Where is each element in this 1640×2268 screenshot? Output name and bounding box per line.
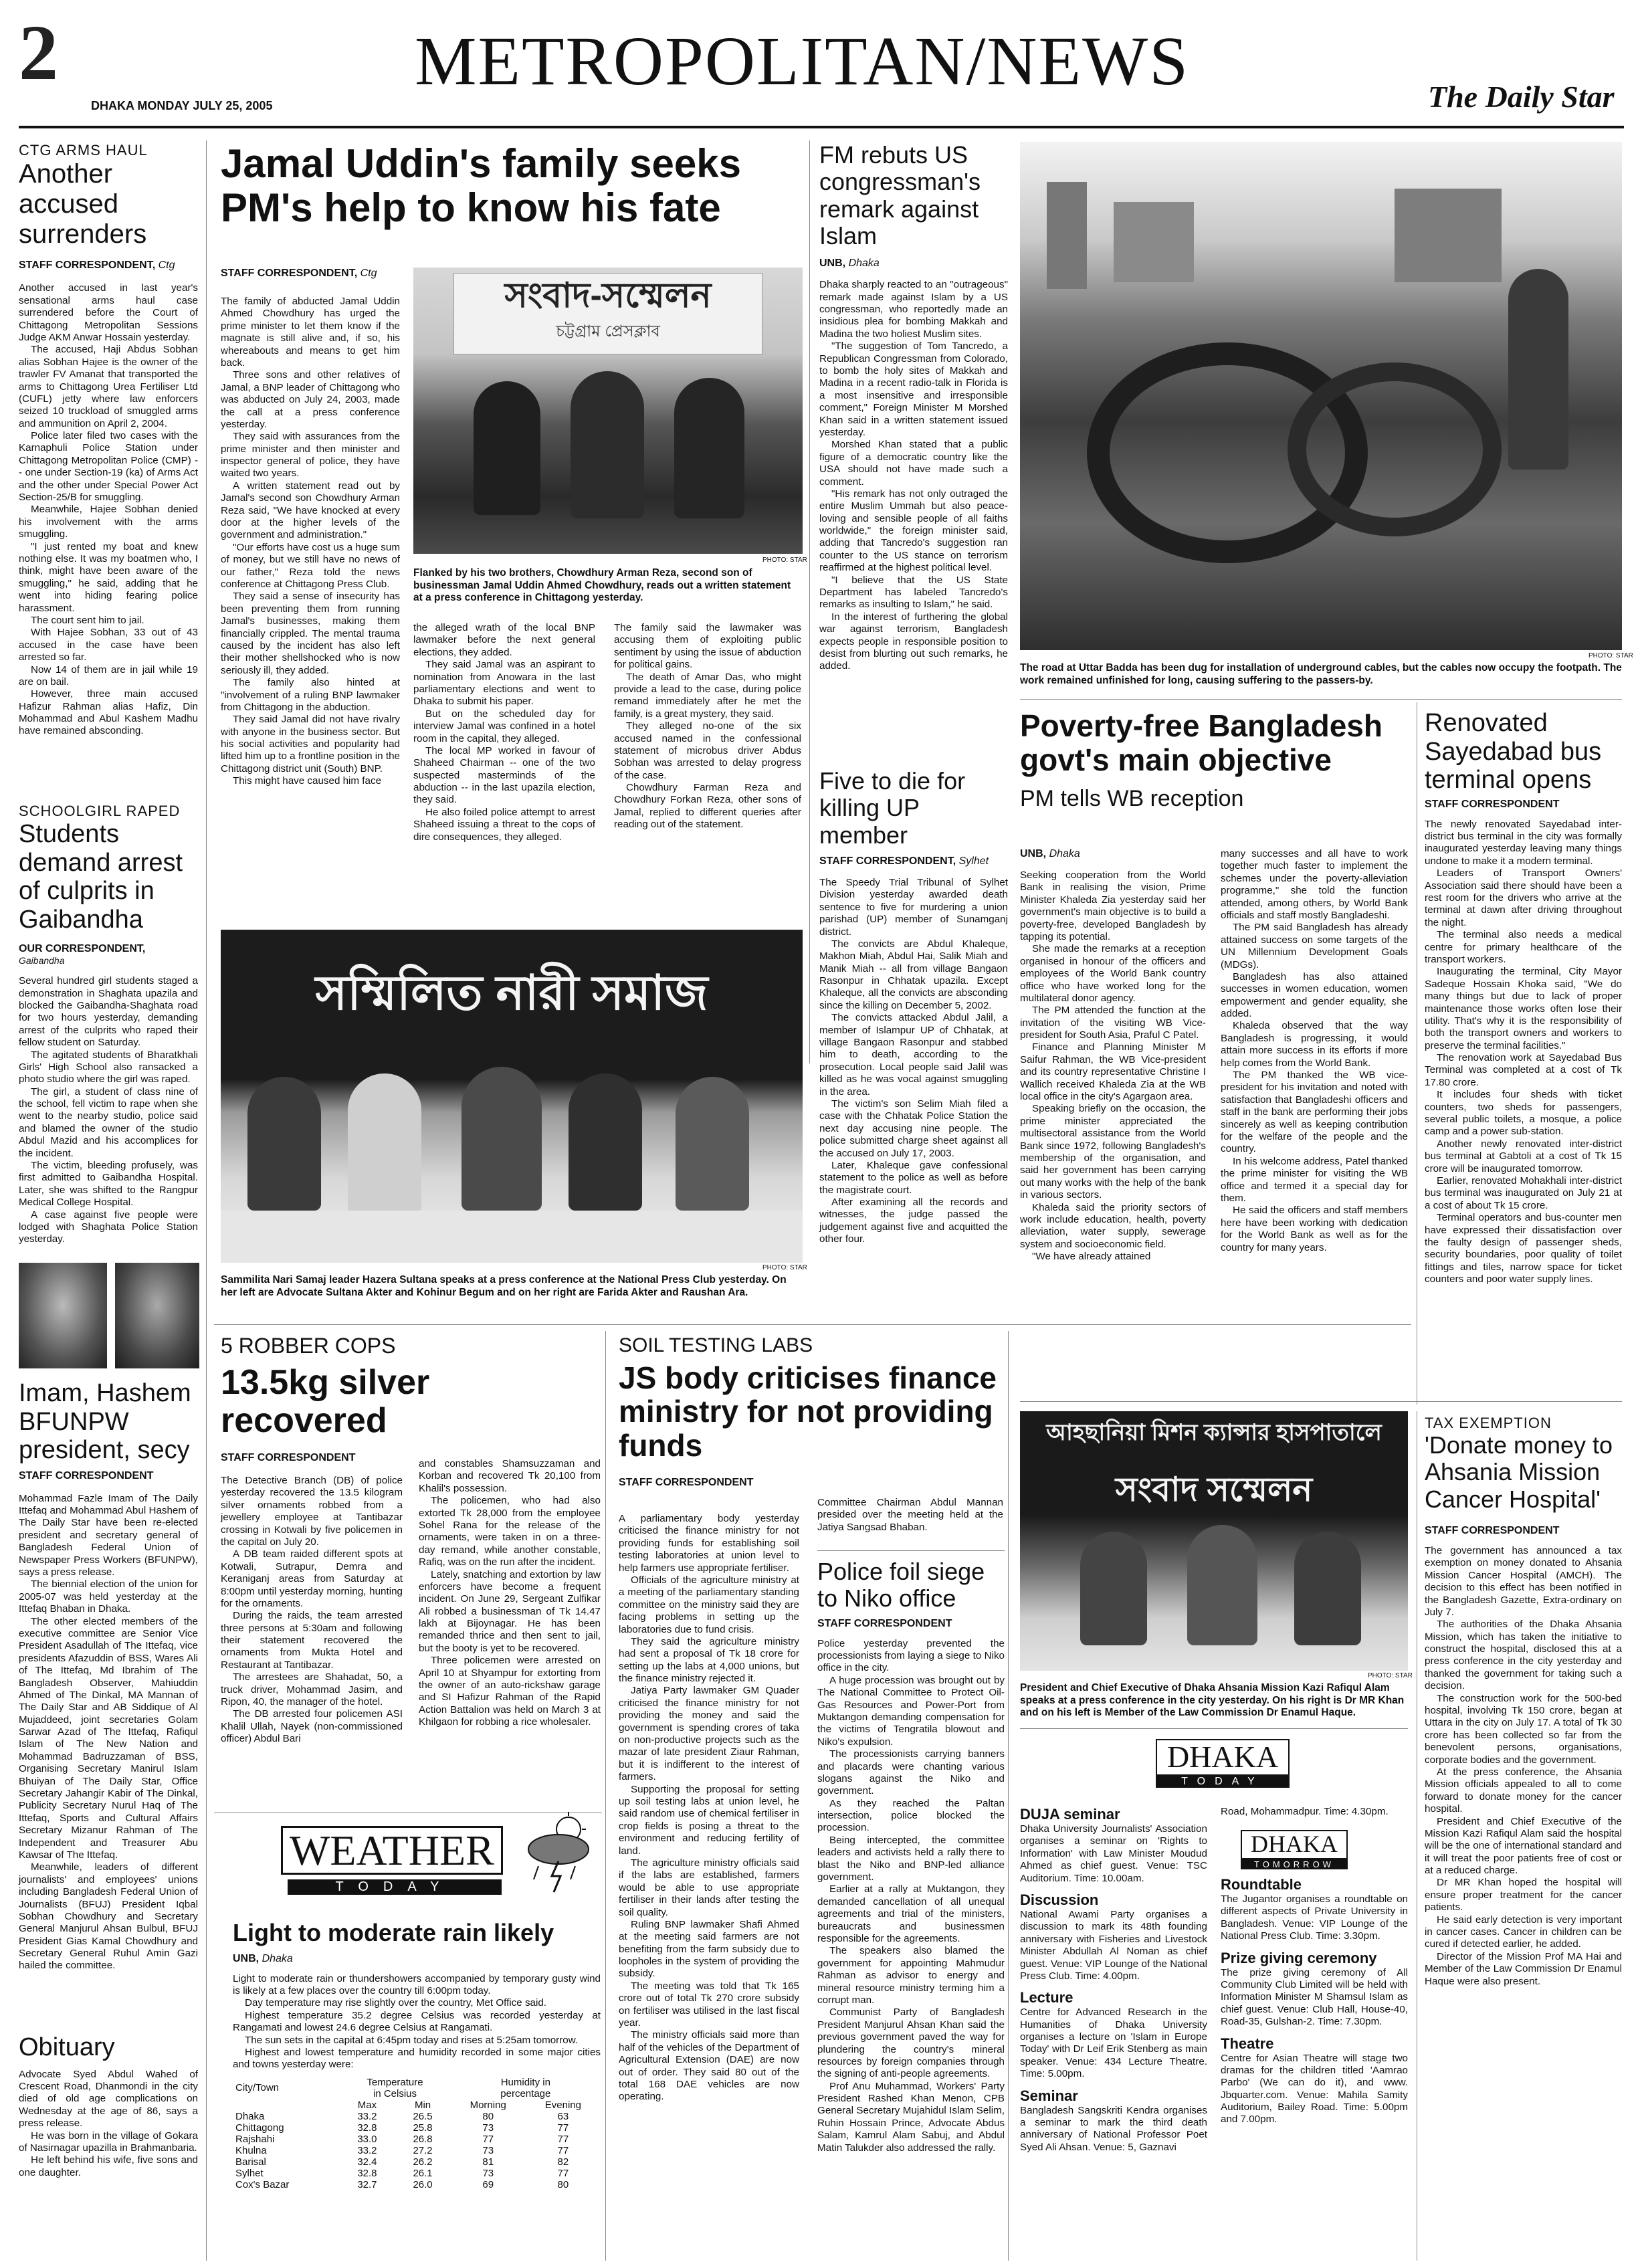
dhaka-today-col1	[1020, 1806, 1207, 2154]
column-header: City/Town	[235, 2082, 280, 2094]
cables-photo	[1020, 142, 1622, 650]
kicker: 5 ROBBER COPS	[221, 1334, 396, 1358]
headline: 13.5kg silver recovered	[221, 1362, 430, 1441]
weather-logo	[281, 1819, 508, 1906]
event-title: Roundtable	[1221, 1875, 1302, 1893]
dhaka-tomorrow-logo-sub: TOMORROW	[1241, 1859, 1348, 1869]
kicker: SOIL TESTING LABS	[619, 1334, 813, 1356]
article-body: The newly renovated Sayedabad inter-district bus terminal in the city was formally inaugurated yesterday leaving many things undone to make it a modern terminal. Leaders of Transport Owners' Association said there should have been a rest room for the drivers who arrive at the terminal at dawn after driving throughout the night. The terminal also needs a medical centre for primary healthcare of the transport workers. Inaugurating the terminal, City Mayor Sadeque Hossain Khoka said, "We do many things but due to lack of proper maintenance those works often lose their utility. That's why it is the responsibility of both the transport owners and workers to preserve the terminal facilities." The renovation work at Sayedabad Bus Terminal was completed at a cost of Tk 17.80 crore. It includes four sheds with ticket counters, two sheds for passengers, several public toilets, a mosque, a police camp and a power sub-station. Another newly renovated inter-district bus terminal at Gabtoli at a cost of Tk 15 crore will be inaugurated tomorrow. Earlier, renovated Mohakhali inter-district bus terminal was inaugurated on July 21 at a cost of about Tk 15 crore. Terminal operators and bus-counter men have expressed their dissatisfaction over the faulty design of passenger sheds, security boundaries, poor quality of toilet fittings and tiles, narrow space for ticket counters and poor water supply lines.	[1425, 818, 1622, 1285]
niko-article	[817, 1558, 1005, 2154]
nari-samaj-photo	[221, 930, 803, 1263]
article-body: Police yesterday prevented the processionists from laying a siege to Niko office in the city. A huge procession was brought out by The National Committee to Protect Oil-Gas Resources and Power-Port from Muktangon demanding compensation for the victims of Tengratila blowout and Niko's expulsion. The processionists carrying banners and placards were chanting various slogans against the Niko and government. As they reached the Paltan intersection, police blocked the procession. Being intercepted, the committee leaders and activists held a rally there to blast the Niko and BNP-led alliance government. Earlier at a rally at Muktangon, they demanded cancellation of all unequal agreements and trial of the ministers, bureaucrats and businessmen responsible for the agreements. The speakers also blamed the government for appointing Mahmudur Rahman as advisor to energy and mineral resource ministry terming him a corrupt man. Communist Party of Bangladesh President Manjurul Ahsan Khan said the previous government paved the way for plundering the country's mineral resources by foreign companies through the signing of anti-people agreements. Prof Anu Muhammad, Workers' Party President Rashed Khan Menon, CPB General Secretary Mujahidul Islam Selim, Ruhin Hossain Prince, Advocate Abdus Salam, Kamrul Alam Sabuj, and Abdul Matin Talukder also addressed the rally.	[817, 1637, 1005, 2154]
photo-credit: PHOTO: STAR	[762, 556, 807, 564]
byline: UNB, Dhaka	[819, 257, 880, 270]
article-body: Mohammad Fazle Imam of The Daily Ittefaq and Mohammad Abul Hashem of The Daily Star have been re-elected president and secretary general of Bangladesh Federal Union of Newspaper Press Workers (BFUNPW), says a press release. The biennial election of the union for 2005-07 was held yesterday at the Ittefaq Bhaban in Dhaka. The other elected members of the executive committee are Senior Vice President Asadullah of The Ittefaq, vice presidents Afazuddin of BSS, Wares Ali of The Ittefaq, Md Ibrahim of The Bangladesh Observer, Mahiuddin Ahmed of The Dinkal, MA Mannan of The Daily Star and AB Siddique of Al Mujaddeed, joint secretaries Golam Sarwar Azad of The Ittefaq, Rafiqul Islam of The New Nation and Mohammad Badruzzaman of BSS, Organising Secretary Manirul Islam Bhuiyan of The Daily Star, Office Secretary Jahangir Kabir of The Dinkal, Publicity Secretary Nurul Haq of The Ittefaq, Sports and Cultural Affairs Secretary Mizanur Rahman of The Independent and Treasurer Abu Kawsar of The Ittefaq. Meanwhile, leaders of different journalists' and employees' unions including Bangladesh Federal Union of Journalists (BFUJ) President Iqbal Sobhan Chowdhury and Secretary General Manjurul Ahsan Bulbul, BFUJ President Gias Kamal Chowdhury and Secretary General Ruhul Amin Gazi hailed the committee.	[19, 1492, 198, 1972]
event-text: Dhaka University Journalists' Association organises a seminar on 'Rights to Information' with Law Minister Moudud Ahmed as chief guest. Venue: TSC Auditorium. Time: 10.00am.	[1020, 1823, 1207, 1884]
silver-col2: and constables Shamsuzzaman and Korban and recovered Tk 20,100 from Khalil's possession. The policemen, who had also extorted Tk 28,000 from the employee Sohel Rana for the release of the ornaments, were taken in on a three-day remand, while another constable, Rafiq, was on the run after the incident. Lately, snatching and extortion by law enforcers have become a frequent incident. On June 29, Sergeant Zulfikar Ali robbed a businessman of Tk 14.47 lakh at Bijoynagar. He has been remanded thrice and then sent to jail, but the booty is yet to be recovered. Three policemen were arrested on April 10 at Shyampur for extorting from the owner of an auto-rickshaw garage and SI Hafizur Rahman of the Rapid Action Battalion was held on March 3 at Khilgaon for robbing a rice wholesaler.	[419, 1458, 601, 1728]
photo-banner: সংবাদ-সম্মেলন চট্টগ্রাম প্রেসক্লাব	[453, 273, 762, 354]
lightning-icon	[552, 1861, 560, 1892]
dhaka-tomorrow-logo	[1241, 1830, 1348, 1869]
article-body: Several hundred girl students staged a demonstration in Shaghata upazila and blocked the Gaibandha-Shaghata road for two hours yesterday, demanding arrest of the culprits who raped their fellow student on Saturday. The agitated students of Bharatkhali Girls' High School also ransacked a photo studio where the girl was raped. The girl, a student of class nine of the school, fell victim to rape when she went to the nearby studio, police said and blamed the owner of the studio Abdul Mazid and his accomplices for the incident. The victim, bleeding profusely, was first admitted to Gaibandha Hospital. Later, she was shifted to the Rangpur Medical College Hospital. A case against five people were lodged with Shaghata Police Station yesterday.	[19, 975, 198, 1245]
headline: Five to die for killing UP member	[819, 767, 966, 849]
headline: Jamal Uddin's family seeks PM's help to know his fate	[221, 141, 741, 230]
portrait-photo-hashem	[115, 1263, 199, 1368]
headline: Poverty-free Bangladesh govt's main objective	[1020, 708, 1382, 777]
paper-logo: The Daily Star	[1428, 80, 1615, 114]
byline: UNB, Dhaka	[1020, 848, 1080, 859]
event-text: Road, Mohammadpur. Time: 4.30pm.	[1221, 1806, 1389, 1817]
photo-credit: PHOTO: STAR	[762, 1264, 807, 1271]
article-body: The government has announced a tax exemption on money donated to Ahsania Mission Cancer Hospital (AMCH). The decision to this effect has been notified in the Bangladesh Gazette, Extra-ordinary on July 7. The authorities of the Dhaka Ahsania Mission, which has taken the initiative to construct the hospital, disclosed this at a press conference in the city yesterday and thanked the government for taking such a decision. The construction work for the 500-bed hospital, involving Tk 150 crore, began at Uttara in the city on July 17. A total of Tk 30 crore has been collected so far from the benevolent persons, organisations, corporate bodies and the government. At the press conference, the Ahsania Mission officials appealed to all to come forward to donate money for the cancer hospital. President and Chief Executive of the Mission Kazi Rafiqul Alam said the hospital will be the one of international standard and it will treat the poor patients free of cost or at a reduced charge. Dr MR Khan hoped the hospital will ensure proper treatment for the cancer patients. He said early detection is very important in cancer cases. Cancer in children can be cured if detected earlier, he added. Director of the Mission Prof MA Hai and Member of the Law Commission Dr Enamul Haque were also present.	[1425, 1544, 1622, 1987]
article-body: The Speedy Trial Tribunal of Sylhet Division yesterday awarded death sentence to five for murdering a union parishad (UP) member of Sunamganj district. The convicts are Abdul Khaleque, Makhon Miah, Abdul Hai, Salik Miah and Manik Miah -- all from village Bangaon Rasonpur in Chhatak upazila. Except Khaleque, all the convicts are absconding since the killing on December 5, 2002. The convicts attacked Abdul Jalil, a member of Islampur UP of Chhatak, at village Bangaon Rasonpur and stabbed him to death, according to the prosecution. Local people said Jalil was killed as he was vocal against smuggling in the area. The victim's son Selim Miah filed a case with the Chhatak Police Station the next day accusing nine people. The police submitted charge sheet against all the accused on July 17, 2003. Later, Khaleque gave confessional statement to the police as well as before the magistrate court. After examining all the records and witnesses, the judge passed the judgement against five and acquitted the other four.	[819, 876, 1008, 1245]
event-title: DUJA seminar	[1020, 1806, 1120, 1823]
five-to-die-article	[819, 768, 1008, 1246]
byline: STAFF CORRESPONDENT	[1425, 1524, 1560, 1536]
js-finance-col1: A parliamentary body yesterday criticised the finance ministry for not providing funds for establishing soil testing laboratories at union level to help farmers use appropriate fertiliser. Officials of the agriculture ministry at a meeting of the parliamentary standing committee on the ministry said they are facing problems in setting up the laboratories due to fund crisis. They said the agriculture ministry had sent a proposal of Tk 18 crore for setting up the labs at 4,000 unions, but the finance ministry rejected it. Jatiya Party lawmaker GM Quader criticised the finance ministry for not providing the money and said the government is spending crores of taka on non-productive projects such as the mazar of late president Ziaur Rahman, but it is indifferent to the interest of farmers. Supporting the proposal for setting up soil testing labs at union level, he said random use of chemical fertiliser in crop fields is posing a threat to the environment and reducing fertility of land. The agriculture ministry officials said if the labs are established, farmers would be able to use appropriate fertiliser in their lands after testing the soil quality. Ruling BNP lawmaker Shafi Ahmed at the meeting said farmers are not benefiting from the farm subsidy due to loopholes in the system of providing the subsidy. The meeting was told that Tk 165 crore out of total Tk 270 crore subsidy on fertiliser was utilised in the last fiscal year. The ministry officials said more than half of the vehicles of the Department of Agricultural Extension (DAE) are now out of order. They said 80 out of the total 168 DAE vehicles are now operating.	[619, 1513, 799, 2103]
article-body: Another accused in last year's sensational arms haul case surrendered before the Court of Chittagong Metropolitan Sessions Judge AKM Anwar Hossain yesterday. The accused, Haji Abdus Sobhan alias Sobhan Hajee is the owner of the trawler FV Amanat that transported the arms to Chittagong Urea Fertiliser Ltd (CUFL) jetty where law enforcers seized 10 truckload of smuggled arms and ammunition on April 2, 2004. Police later filed two cases with the Karnaphuli Police Station under Chittagong Metropolitan Police (CMP) -- one under Section-19 (ka) of Arms Act and the other under Special Power Act Section-25/B for smuggling. Meanwhile, Hajee Sobhan denied his involvement with the arms smuggling. "I just rented my boat and knew nothing else. It was my boatmen who, I think, might have been aware of the smuggling," he said, adding that he went into hiding fearing police harassment. The court sent him to jail. With Hajee Sobhan, 33 out of 43 accused in the case have been arrested so far. Now 14 of them are in jail while 19 are on bail. However, three main accused Hafizur Rahman alias Hafiz, Din Mohammad and Abul Kashem Madhu have remained absconding.	[19, 282, 198, 737]
event-title: Lecture	[1020, 1989, 1073, 2006]
photo-banner: সম্মিলিত নারী সমাজ	[315, 966, 708, 1020]
byline: STAFF CORRESPONDENT, Ctg	[19, 260, 175, 272]
photo-banner: সংবাদ সম্মেলন	[1115, 1471, 1313, 1508]
byline: STAFF CORRESPONDENT	[19, 1469, 154, 1481]
column-rule	[1008, 1331, 1009, 2261]
event-title: Theatre	[1221, 2035, 1274, 2052]
jamal-col2: the alleged wrath of the local BNP lawmaker before the next general elections, they added. They said Jamal was an aspirant to nomination from Anowara in the last parliamentary elections and went to Dhaka to submit his paper. But on the scheduled day for interview Jamal was confined in a hotel room in the capital, they alleged. The local MP worked in favour of Shaheed Chairman -- one of the two suspected masterminds of the abduction -- in the last upazila election, they said. He also foiled police attempt to arrest Shaheed issuing a threat to the cops of dire consequences, they alleged.	[413, 622, 595, 843]
event-text: The prize giving ceremony of All Community Club Limited will be held with Information Minister M Shamsul Islam as chief guest. Venue: Club Hall, House-40, Road-35, Gulshan-2. Time: 7.30pm.	[1221, 1966, 1408, 2028]
table-row: Chittagong 32.8 25.8 73 77	[235, 2122, 569, 2134]
fm-rebuts-article	[819, 142, 1008, 673]
headline: FM rebuts US congressman's remark against Islam	[819, 141, 981, 249]
table-row: Sylhet 32.8 26.1 73 77	[235, 2167, 569, 2179]
kicker: SCHOOLGIRL RAPED	[19, 803, 181, 819]
byline: STAFF CORRESPONDENT	[817, 1617, 952, 1629]
weather-logo-title: WEATHER	[281, 1826, 503, 1875]
jamal-col1: The family of abducted Jamal Uddin Ahmed Chowdhury has urged the prime minister to let them know if the magnate is still alive and, if so, his whereabouts and means to get him back. Three sons and other relatives of Jamal, a BNP leader of Chittagong who was abducted on July 24, 2003, made the call at a press conference yesterday. They said with assurances from the prime minister and then minister and inspector general of police, they have waited two years. A written statement read out by Jamal's second son Chowdhury Arman Reza said, "We have knocked at every door at the higher levels of the government and administration." "Our efforts have cost us a huge sum of money, but we still have no news of our father," Reza told the news conference at Chittagong Press Club. They said a sense of insecurity has been preventing them from running Jamal's businesses, making them financially crippled. The mental trauma caused by the incident has also left their mother shellshocked who is now seriously ill, they added. The family also hinted at "involvement of a ruling BNP lawmaker from Chittagong in the abduction. They said Jamal did not have rivalry with anyone in the business sector. But his social activities and popularity had lifted him up to a frontline position in the Chittagong district unit (South) BNP. This might have caused him face	[221, 296, 400, 787]
article-body: Advocate Syed Abdul Wahed of Crescent Road, Dhanmondi in the city died of old age complications on Wednesday at the age of 86, says a press release. He was born in the village of Gokara of Nasirnagar upazilla in Brahmanbaria. He left behind his wife, five sons and one daughter.	[19, 2068, 198, 2178]
section-rule	[1020, 1728, 1408, 1729]
column-rule	[809, 140, 810, 1063]
event-text: Centre for Advanced Research in the Humanities of Dhaka University organises a lecture on 'Islam in Europe Today' with Dr Leif Erik Stenberg as main speaker. Venue: 434 Lecture Theatre. Time: 5.00pm.	[1020, 2006, 1207, 2080]
portrait-photo-imam	[19, 1263, 107, 1368]
headline: Obituary	[19, 2033, 115, 2061]
byline: STAFF CORRESPONDENT	[221, 1452, 356, 1464]
photo-caption: Sammilita Nari Samaj leader Hazera Sultana speaks at a press conference at the National Press Club yesterday. On her left are Advocate Sultana Akter and Kohinur Begum and on her right are Farida Akter and Raushan Ara.	[221, 1274, 787, 1298]
headline: JS body criticises finance ministry for not providing funds	[619, 1360, 997, 1463]
byline: OUR CORRESPONDENT,	[19, 943, 146, 955]
section-title: METROPOLITAN/NEWS	[415, 23, 1190, 100]
masthead-rule	[19, 126, 1624, 128]
column-header: Temperature in Celsius	[367, 2076, 423, 2099]
jamal-press-photo	[413, 268, 803, 554]
byline: STAFF CORRESPONDENT, Sylhet	[819, 855, 989, 867]
column-header: Evening	[544, 2099, 581, 2111]
dhaka-tomorrow-logo-title: DHAKA	[1241, 1830, 1348, 1859]
poverty-col2: many successes and all have to work together much faster to implement the schemes under the poverty-alleviation programme," she told the function attended, among others, by World Bank officials and staff mostly Bangladeshi. The PM said Bangladesh has already attained success on some targets of the UN Millennium Development Goals (MDGs). Bangladesh has also attained successes in women education, women empowerment and gender equality, she added. Khaleda observed that the way Bangladesh is progressing, it would attain more success in its efforts if more help comes from the World Bank. The PM thanked the WB vice-president for his invitation and noted with satisfaction that Bangladeshi officers and staff in the bank are performing their jobs sincerely as well as keeping contribution for the welfare of the people and the country. In his welcome address, Patel thanked the prime minister for visiting the WB office and termed it a special day for them. He said the officers and staff members here have been working with dedication for the World Bank as well as for the country for many years.	[1221, 848, 1408, 1253]
gaibandha-article	[19, 803, 198, 1246]
event-title: Discussion	[1020, 1891, 1099, 1908]
obituary-article	[19, 2033, 198, 2179]
byline-place: Gaibandha	[19, 955, 65, 966]
bfunpw-article	[19, 1379, 198, 1972]
byline: STAFF CORRESPONDENT	[1425, 798, 1560, 810]
event-title: Seminar	[1020, 2087, 1078, 2104]
column-header: Humidity in percentage	[500, 2076, 551, 2099]
weather-logo-sub: TODAY	[288, 1879, 502, 1895]
photo-caption: President and Chief Executive of Dhaka Ahsania Mission Kazi Rafiqul Alam speaks at a press conference in the city yesterday. On his right is Dr MR Khan and on his left is Member of the Law Commission Dr Enamul Haque.	[1020, 1682, 1405, 1719]
page-number: 2	[19, 9, 58, 96]
dateline: DHAKA MONDAY JULY 25, 2005	[91, 99, 273, 112]
silver-article	[221, 1334, 601, 1464]
jamal-article	[221, 142, 803, 230]
headline: Imam, Hashem BFUNPW president, secy	[19, 1379, 191, 1465]
byline: STAFF CORRESPONDENT	[619, 1477, 754, 1489]
event-text: National Awami Party organises a discussion to mark its 48th founding anniversary with Fisheries and Livestock Minister Abdullah Al Noman as chief guest. Venue: VIP Lounge of the National Press Club. Time: 4.00pm.	[1020, 1908, 1207, 1982]
table-row: Cox's Bazar 32.7 26.0 69 80	[235, 2178, 569, 2190]
headline: Light to moderate rain likely	[233, 1919, 554, 1946]
headline: Students demand arrest of culprits in Gaibandha	[19, 820, 183, 934]
kicker: CTG ARMS HAUL	[19, 142, 148, 159]
table-row: Barisal 32.4 26.2 81 82	[235, 2156, 569, 2168]
event-text: Centre for Asian Theatre will stage two dramas for the children titled 'Aamrao Parbo' (We can do it), and www. Jbquarter.com. Venue: Mahila Samity Auditorium, Bailey Road. Time: 5.00pm and 7.00pm.	[1221, 2052, 1408, 2126]
column-rule	[605, 1331, 606, 2261]
dhaka-today-logo-title: DHAKA	[1156, 1739, 1290, 1776]
rain-cloud-icon	[522, 1809, 602, 1896]
photo-caption: The road at Uttar Badda has been dug for installation of underground cables, but the cables now occupy the footpath. The work remained unfinished for long, causing suffering to the passers-by.	[1020, 662, 1622, 686]
table-row: Dhaka 33.2 26.5 80 63	[235, 2110, 569, 2122]
subhead: PM tells WB reception	[1020, 786, 1244, 812]
headline: Another accused surrenders	[19, 159, 147, 249]
event-text: The Jugantor organises a roundtable on different aspects of Private University in Bangladesh. Venue: VIP Lounge of the National Press Club. Time: 3.30pm.	[1221, 1893, 1408, 1942]
event-text: Bangladesh Sangskriti Kendra organises a seminar to mark the third death anniversary of National Professor Poet Syed Ali Ahsan. Venue: 5, Gaznavi	[1020, 2104, 1207, 2153]
section-rule	[1020, 699, 1622, 700]
ctg-arms-article	[19, 142, 198, 738]
photo-credit: PHOTO: STAR	[1588, 652, 1633, 659]
headline: Renovated Sayedabad bus terminal opens	[1425, 709, 1602, 795]
dhaka-today-logo	[1156, 1739, 1290, 1788]
js-finance-col2: Committee Chairman Abdul Mannan presided over the meeting held at the Jatiya Sangsad Bhaban.	[817, 1497, 1003, 1533]
photo-credit: PHOTO: STAR	[1368, 1672, 1413, 1679]
ahsania-press-photo	[1020, 1411, 1408, 1671]
column-rule	[206, 140, 207, 2261]
poverty-col1: Seeking cooperation from the World Bank in realising the vision, Prime Minister Khaleda Zia yesterday said her government's main objective is to build a poverty-free, developed Bangladesh by tapping its potential. She made the remarks at a reception organised in honour of the officers and employees of the World Bank country office who have worked long for the multilateral donor agency. The PM attended the function at the invitation of the visiting WB Vice-president for South Asia, Praful C Patel. Finance and Planning Minister M Saifur Rahman, the WB Vice-president and its country representative Christine I Wallich received Khaleda Zia at the WB local office in the city's Agargaon area. Speaking briefly on the occasion, the prime minister appreciated the multisectoral assistance from the World Bank since 1972, following Bangladesh's membership of the organisation, and said her government has been carrying out many works with the help of the bank in various sectors. Khaleda said the priority sectors of work include education, health, poverty alleviation, water supply, sewerage system and socioeconomic field. "We have already attained	[1020, 869, 1206, 1263]
sayedabad-article	[1425, 709, 1622, 1285]
table-row: Khulna 33.2 27.2 73 77	[235, 2144, 569, 2156]
ahsania-article	[1425, 1415, 1622, 1988]
silver-col1: The Detective Branch (DB) of police yesterday recovered the 13.5 kilogram silver ornaments robbed from a jewellery employee at Tantibazar crossing in Kotwali by five policemen in the capital on July 20. A DB team raided different spots at Kotwali, Sutrapur, Demra and Keraniganj areas from Saturday at 8:00pm until yesterday morning, hunting for the ornaments. During the raids, the team arrested three persons at 5:30am and following their statement recovered the ornaments from Mukta Hotel and Restaurant at Tantibazar. The arrestees are Shahadat, 50, a truck driver, Mohammad Jasim, and Ripon, 40, the manager of the hotel. The DB arrested four policemen ASI Khalil Ullah, Nayek (non-commissioned officer) Abdul Bari	[221, 1475, 403, 1745]
section-rule	[817, 1550, 1005, 1551]
headline: Police foil siege to Niko office	[817, 1558, 985, 1613]
dhaka-today-logo-sub: TODAY	[1156, 1776, 1290, 1788]
column-header: Min	[414, 2099, 431, 2111]
table-row: Rajshahi 33.0 26.8 77 77	[235, 2133, 569, 2145]
photo-banner: আহছানিয়া মিশন ক্যান্সার হাসপাতালে	[1046, 1420, 1382, 1445]
jamal-col3: The family said the lawmaker was accusing them of exploiting public sentiment by using the issue of abduction for political gains. The death of Amar Das, who might provide a lead to the case, during police remand immediately after he met the family, is a great mystery, they said. They alleged no-one of the six accused named in the confessional statement of microbus driver Abdus Sobhan was arrested to delay progress of the case. Chowdhury Farman Reza and Chowdhury Forkan Reza, other sons of Jamal, replied to different queries after reading out of the statement.	[614, 622, 801, 831]
article-body: Dhaka sharply reacted to an "outrageous" remark made against Islam by a US congressman, who reportedly made an insidious plea for bombing Makkah and Madina the two holiest Muslim sites. "The suggestion of Tom Tancredo, a Republican Congressman from Colorado, to bomb the holy sites of Makkah and Madina in a recent radio-talk in Florida is a most insensitive and irresponsible comment," Foreign Minister M Morshed Khan said in a written statement issued yesterday. Morshed Khan stated that a public figure of a democratic country like the USA should not have made such a comment. "His remark has not only outraged the entire Muslim Ummah but also peace-loving and sensible people of all faiths worldwide," the foreign minister said, adding that Tancredo's suggestion ran counter to the US stance on terrorism reaffirmed at the highest political level. "I believe that the US State Department has labeled Tancredo's remarks as insulting to Islam," he said. In the interest of furthering the global war against terrorism, Bangladesh expects people in responsible position to desist from blurting out such remarks, he added.	[819, 279, 1008, 672]
photo-caption: Flanked by his two brothers, Chowdhury Arman Reza, second son of businessman Jamal Uddin Ahmed Chowdhury, reads out a written statement at a press conference in Chittagong yesterday.	[413, 567, 791, 604]
poverty-article	[1020, 709, 1408, 811]
dhaka-today-col2	[1221, 1806, 1408, 2126]
byline: STAFF CORRESPONDENT, Ctg	[221, 268, 377, 279]
byline: UNB, Dhaka	[233, 1952, 293, 1964]
column-header: Morning	[470, 2099, 506, 2111]
article-body: Light to moderate rain or thundershowers accompanied by temporary gusty wind is likely at a few places over the country till 6:00pm today. Day temperature may rise slightly over the country, Met Office said. Highest temperature 35.2 degree Celsius was recorded yesterday at Rangamati and lowest 24.6 degree Celsius at Rangamati. The sun sets in the capital at 6:45pm today and rises at 5:25am tomorrow. Highest and lowest temperature and humidity recorded in some major cities and towns yesterday were:	[233, 1972, 601, 2071]
headline: 'Donate money to Ahsania Mission Cancer Hospital'	[1425, 1431, 1613, 1513]
section-rule	[214, 1324, 1411, 1325]
kicker: TAX EXEMPTION	[1425, 1415, 1552, 1431]
event-title: Prize giving ceremony	[1221, 1949, 1377, 1966]
column-header: Max	[357, 2099, 377, 2111]
section-rule	[1020, 1401, 1622, 1402]
js-finance-article	[619, 1334, 1005, 1489]
weather-article	[233, 1920, 601, 2190]
weather-table	[233, 2077, 601, 2190]
